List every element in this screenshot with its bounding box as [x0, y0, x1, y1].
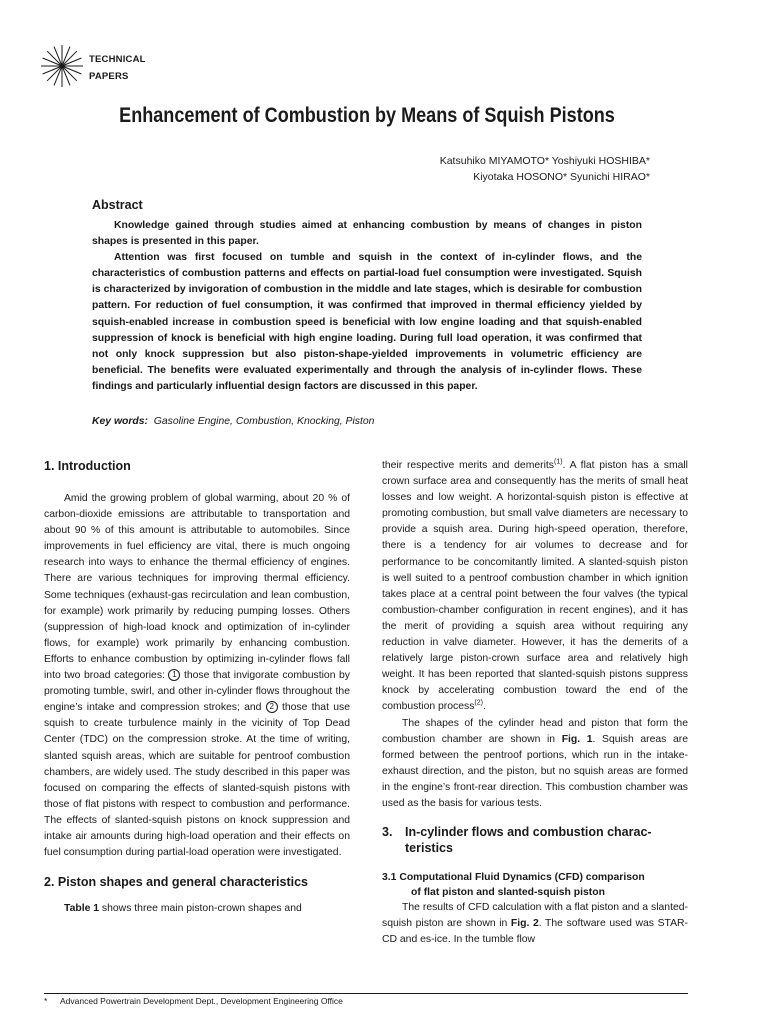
abstract-paragraph-1: Knowledge gained through studies aimed at enhancing combustion by means of changes in piston shapes is presented in this paper.: [92, 220, 642, 248]
section-1-heading: 1. Introduction: [44, 459, 131, 473]
subsection-3-1-line-2: of flat piston and slanted-squish piston: [411, 887, 605, 899]
chamber-text-a: The shapes of the cylinder head and piston that form the combustion chamber are shown in: [382, 717, 688, 745]
abstract-heading: Abstract: [92, 198, 143, 212]
intro-paragraph: [44, 491, 350, 861]
cfd-paragraph: [382, 900, 688, 948]
section-3-number: 3.: [382, 825, 393, 840]
author-line-1: Katsuhiko MIYAMOTO* Yoshiyuki HOSHIBA*: [439, 155, 650, 167]
right-column: [382, 458, 688, 948]
cfd-text-a: The results of CFD calculation with a flat piston and a slanted-squish piston are shown in: [382, 902, 688, 930]
author-line-2: Kiyotaka HOSONO* Syunichi HIRAO*: [473, 171, 650, 183]
author-list: [440, 153, 650, 185]
intro-text-a: Amid the growing problem of global warming, about 20 % of carbon-dioxide emissions are attributable to transportation and about 90 % of this amount is attributable to automobiles. Since improvements in fuel efficiency are vital, there is much ongoing research into ways to enhance the thermal efficiency of engines. There are various techniques for improving thermal efficiency. Some techniques (exhaust-gas recirculation and lean combustion, for example) work primarily by reducing pumping losses. Others (suppression of high-load knock and optimization of in-cylinder flows, for example) work primarily by enhancing combustion. Efforts to enhance combustion by optimizing in-cylinder flows fall into two broad categories:: [44, 493, 350, 682]
citation-1: (1): [553, 458, 563, 466]
keywords: [92, 416, 374, 427]
table-1-reference: Table 1: [64, 903, 100, 915]
section-3-heading: [382, 824, 688, 856]
chamber-text-b: . Squish areas are formed between the pentroof portions, which run in the intake-exhaust direction, and the piston, but no squish areas are formed in the engine’s front-rear direction. This combustion chamber was used as the basis for various tests.: [382, 733, 688, 809]
section-3-title-line-1: In-cylinder flows and combustion charac-: [405, 825, 652, 840]
circled-number-1: 1: [168, 669, 180, 681]
left-column: [44, 458, 350, 917]
section-3-title-line-2: teristics: [405, 841, 453, 856]
merits-paragraph: [382, 458, 688, 716]
citation-2: (2): [474, 699, 483, 707]
subsection-3-1-line-1: 3.1 Computational Fluid Dynamics (CFD) comparison: [382, 872, 645, 884]
circled-number-2: 2: [266, 701, 278, 713]
subsection-3-1-heading: [382, 870, 688, 900]
affiliation-footnote: [44, 996, 343, 1006]
section-3-title: [405, 824, 652, 856]
starburst-icon: [38, 44, 86, 90]
fig-1-reference: Fig. 1: [561, 733, 593, 745]
keywords-text: Gasoline Engine, Combustion, Knocking, Piston: [153, 416, 375, 427]
footnote-divider: [44, 993, 688, 994]
cfd-text-b: . The software used was STAR-CD and es-ice. In the tumble flow: [382, 918, 688, 946]
fig-2-reference: Fig. 2: [510, 918, 539, 930]
section-2-paragraph: [44, 901, 350, 917]
footnote-mark: *: [44, 996, 48, 1006]
footnote-text: Advanced Powertrain Development Dept., Development Engineering Office: [60, 996, 343, 1006]
logo-line-technical: TECHNICAL: [89, 54, 146, 65]
chamber-paragraph: [382, 716, 688, 813]
abstract-paragraph-2: Attention was first focused on tumble and squish in the context of in-cylinder flows, and the characteristics of combustion patterns and effects on partial-load fuel consumption were investigated. Squish is characterized by invigoration of combustion in the middle and late stages, which is desirable for combustion pattern. For reduction of fuel consumption, it was confirmed that improved in thermal efficiency yielded by squish-enabled increase in combustion speed is beneficial with low engine loading and that squish-enabled suppression of knock is beneficial with high engine loading. During full load operation, it was confirmed that not only knock suppression but also piston-shape-yielded improvements in volumetric efficiency are beneficial. The benefits were evaluated experimentally and through the analysis of in-cylinder flows. These findings and particularly influential design factors are discussed in this paper.: [92, 252, 642, 392]
merits-text-c: .: [482, 701, 486, 713]
technical-papers-logo: [38, 44, 158, 90]
section-2-text: shows three main piston-crown shapes and: [99, 903, 302, 915]
merits-text-b: . A flat piston has a small crown surface area and consequently has the merits of small heat losses and low weight. A horizontal-squish piston is effective at promoting combustion, but small valve diameters are necessary to provide a squish area. During high-speed operation, therefore, there is a tendency for air volumes to decrease and for performance to be concomitantly limited. A slanted-squish piston is well suited to a pentroof combustion chamber in which ignition takes place at a central point between the four valves (the typical combustion-chamber configuration in recent engines), and it has the merit of providing a squish area without requiring any reduction in valve diameter. However, it has the demerits of a relatively large piston-crown surface area and relatively high weight. It has been reported that slanted-squish pistons suppress knock by accelerating combustion toward the end of the combustion process: [382, 460, 688, 713]
merits-text-a: their respective merits and demerits: [382, 460, 554, 471]
abstract-section: [92, 198, 642, 395]
intro-text-c: those that use squish to create turbulence mainly in the vicinity of Top Dead Center (TDC) on the compression stroke. At the time of writing, slanted squish areas, which are suitable for pentroof combustion chambers, are widely used. The study described in this paper was focused on comparing the effects of slanted-squish pistons with those of flat pistons with respect to combustion and performance. The effects of slanted-squish pistons on knock suppression and intake air amounts during high-load operation and their effects on fuel consumption during partial-load operation were investigated.: [44, 702, 350, 859]
intro-text-b: those that invigorate combustion by promoting tumble, swirl, and other in-cylinder flows throughout the engine’s intake and compression strokes; and: [44, 670, 350, 714]
section-2-heading: 2. Piston shapes and general characteristics: [44, 875, 309, 890]
paper-title: Enhancement of Combustion by Means of Squish Pistons: [119, 104, 615, 127]
keywords-label: Key words:: [92, 416, 149, 427]
logo-line-papers: PAPERS: [89, 71, 129, 82]
